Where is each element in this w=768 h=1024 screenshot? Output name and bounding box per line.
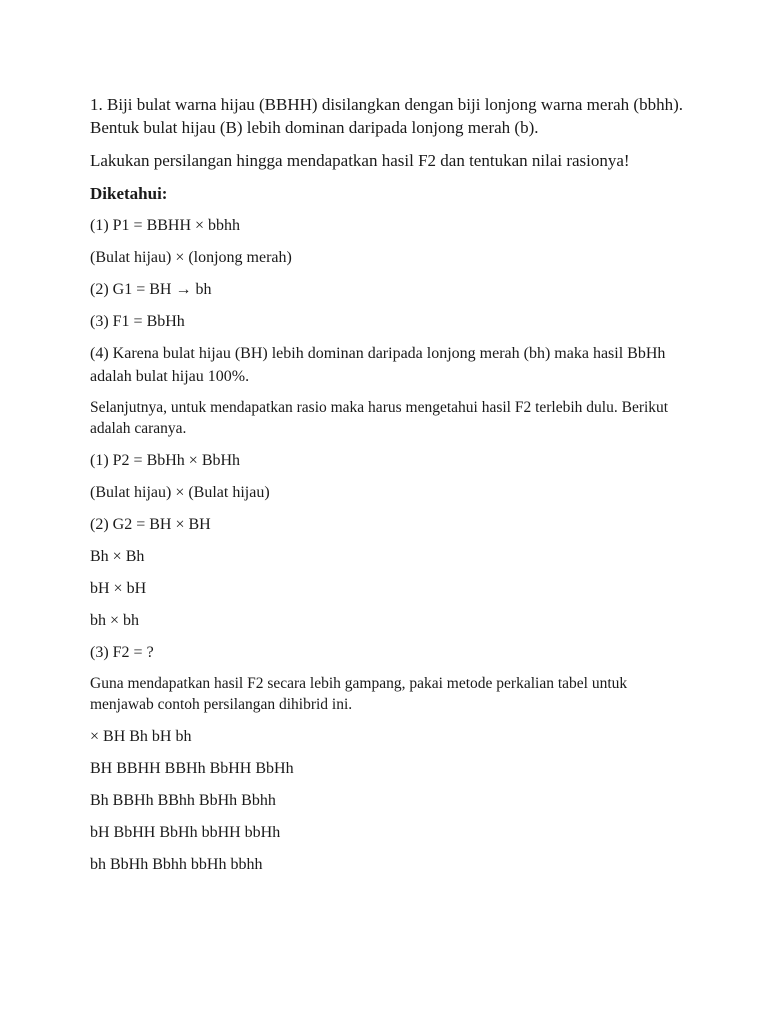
document-content [90, 93, 690, 876]
p1-phenotype-line: (Bulat hijau) × (lonjong merah) [90, 249, 292, 266]
p2-phenotype-line: (Bulat hijau) × (Bulat hijau) [90, 484, 270, 501]
g2-row-2: bH × bH [90, 580, 147, 597]
g2-row-3: bh × bh [90, 612, 140, 629]
p1-line: (1) P1 = BBHH × bbhh [90, 217, 241, 234]
table-row: × BH Bh bH bh [90, 728, 192, 745]
g2-line: (2) G2 = BH × BH [90, 516, 211, 533]
method-note: Guna mendapatkan hasil F2 secara lebih gampang, pakai metode perkalian tabel untuk menjawab contoh persilangan dihibrid ini. [90, 675, 628, 713]
g2-row-1: Bh × Bh [90, 548, 145, 565]
p2-line: (1) P2 = BbHh × BbHh [90, 452, 241, 469]
f1-line: (3) F1 = BbHh [90, 313, 185, 330]
g1-line: (2) G1 = BH → bh [90, 281, 212, 298]
known-heading: Diketahui: [90, 184, 168, 203]
table-row: Bh BBHh BBhh BbHh Bbhh [90, 792, 276, 809]
table-row: bh BbHh Bbhh bbHh bbhh [90, 856, 263, 873]
table-row: bH BbHH BbHh bbHH bbHh [90, 824, 281, 841]
table-row: BH BBHH BBHh BbHH BbHh [90, 760, 294, 777]
question-intro: 1. Biji bulat warna hijau (BBHH) disilangkan dengan biji lonjong warna merah (bbhh). Bentuk bulat hijau (B) lebih dominan daripada lonjong merah (b). [90, 95, 683, 137]
f1-note: (4) Karena bulat hijau (BH) lebih dominan daripada lonjong merah (bh) maka hasil BbHh adalah bulat hijau 100%. [90, 345, 666, 385]
next-intro: Selanjutnya, untuk mendapatkan rasio maka harus mengetahui hasil F2 terlebih dulu. Berikut adalah caranya. [90, 399, 669, 437]
question-task: Lakukan persilangan hingga mendapatkan hasil F2 dan tentukan nilai rasionya! [90, 151, 630, 170]
f2-line: (3) F2 = ? [90, 644, 154, 661]
